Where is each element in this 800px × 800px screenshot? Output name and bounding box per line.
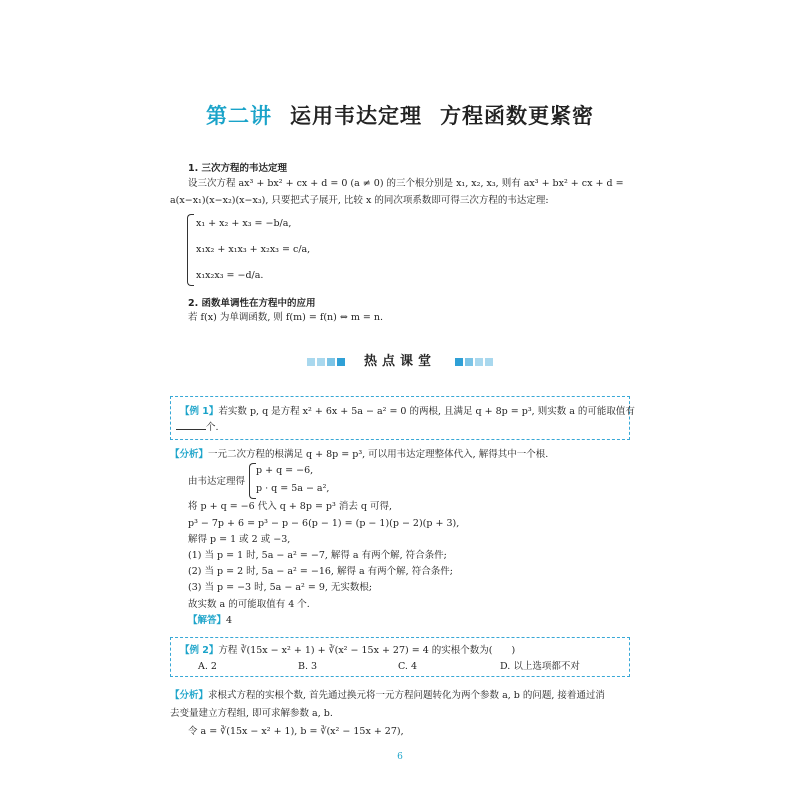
section1-heading: 1. 三次方程的韦达定理 bbox=[188, 163, 288, 174]
lecture-title bbox=[0, 100, 800, 130]
analysis2-line3: 令 a = ∛(15x − x² + 1), b = ∛(x² − 15x + 27), bbox=[188, 726, 404, 737]
analysis1-line2: 由韦达定理得 bbox=[188, 476, 246, 487]
section1-line2: a(x−x₁)(x−x₂)(x−x₃), 只要把式子展开, 比较 x 的同次项系数即可得三次方程的韦达定理: bbox=[170, 195, 549, 206]
analysis1-label: 【分析】 bbox=[170, 449, 209, 460]
analysis1-line6: (1) 当 p = 1 时, 5a − a² = −7, 解得 a 有两个解, 符合条件; bbox=[188, 550, 447, 561]
example1-label: 【例 1】 bbox=[180, 406, 219, 417]
example1-line2: 个. bbox=[176, 421, 219, 434]
vieta-eq3: x₁x₂x₃ = −d/a. bbox=[196, 270, 264, 281]
answer-blank bbox=[176, 429, 206, 430]
section2-line1: 若 f(x) 为单调函数, 则 f(m) = f(n) ⇔ m = n. bbox=[188, 312, 384, 323]
example2-label: 【例 2】 bbox=[180, 645, 219, 656]
page-number: 6 bbox=[397, 752, 403, 762]
vieta-eq1: x₁ + x₂ + x₃ = −b/a, bbox=[196, 218, 292, 229]
hot-banner-text: 热点课堂 bbox=[363, 354, 436, 369]
option-b: B. 3 bbox=[298, 661, 318, 672]
analysis2-line2: 去变量建立方程组, 即可求解参数 a, b. bbox=[170, 708, 333, 719]
section2-heading: 2. 函数单调性在方程中的应用 bbox=[188, 298, 316, 309]
equation-brace bbox=[187, 214, 194, 286]
example2-stem: 【例 2】方程 ∛(15x − x² + 1) + ∛(x² − 15x + 27) = 4 的实根个数为( ) bbox=[180, 645, 516, 656]
lecture-number: 第二讲 bbox=[206, 104, 272, 128]
analysis1-line8: (3) 当 p = −3 时, 5a − a² = 9, 无实数根; bbox=[188, 582, 373, 593]
analysis1-line1: 【分析】一元二次方程的根满足 q + 8p = p³, 可以用韦达定理整体代入, 解得其中一个根. bbox=[170, 449, 549, 460]
analysis2-line1: 【分析】求根式方程的实根个数, 首先通过换元将一元方程问题转化为两个参数 a, b 的问题, 接着通过消 bbox=[170, 690, 605, 701]
title-part2: 方程函数更紧密 bbox=[440, 104, 594, 128]
example1-text: 若实数 p, q 是方程 x² + 6x + 5a − a² = 0 的两根, 且满足 q + 8p = p³, 则实数 a 的可能取值有 bbox=[218, 406, 635, 417]
analysis1-line7: (2) 当 p = 2 时, 5a − a² = −16, 解得 a 有两个解, 符合条件; bbox=[188, 566, 453, 577]
hot-class-banner bbox=[0, 350, 800, 369]
answer1-label: 【解答】 bbox=[188, 615, 227, 626]
answer1 bbox=[188, 614, 232, 627]
system-brace bbox=[249, 463, 256, 499]
analysis1-line5: 解得 p = 1 或 2 或 −3, bbox=[188, 534, 291, 545]
option-d: D. 以上选项都不对 bbox=[500, 661, 580, 672]
analysis1-line4: p³ − 7p + 6 = p³ − p − 6(p − 1) = (p − 1)(p − 2)(p + 3), bbox=[188, 518, 460, 529]
vieta-eq2: x₁x₂ + x₁x₃ + x₂x₃ = c/a, bbox=[196, 244, 311, 255]
option-c: C. 4 bbox=[398, 661, 418, 672]
section1-line1: 设三次方程 ax³ + bx² + cx + d = 0 (a ≠ 0) 的三个根分别是 x₁, x₂, x₃, 则有 ax³ + bx² + cx + d = bbox=[188, 178, 624, 189]
analysis1-line3: 将 p + q = −6 代入 q + 8p = p³ 消去 q 可得, bbox=[188, 501, 392, 512]
system-eq2: p · q = 5a − a², bbox=[256, 483, 330, 494]
option-a: A. 2 bbox=[198, 661, 217, 672]
analysis2-label: 【分析】 bbox=[170, 690, 209, 701]
analysis1-line9: 故实数 a 的可能取值有 4 个. bbox=[188, 599, 310, 610]
example1-line1 bbox=[180, 405, 635, 418]
example1-box bbox=[170, 396, 630, 440]
answer1-value: 4 bbox=[226, 615, 233, 626]
title-part1: 运用韦达定理 bbox=[290, 104, 422, 128]
system-eq1: p + q = −6, bbox=[256, 465, 314, 476]
